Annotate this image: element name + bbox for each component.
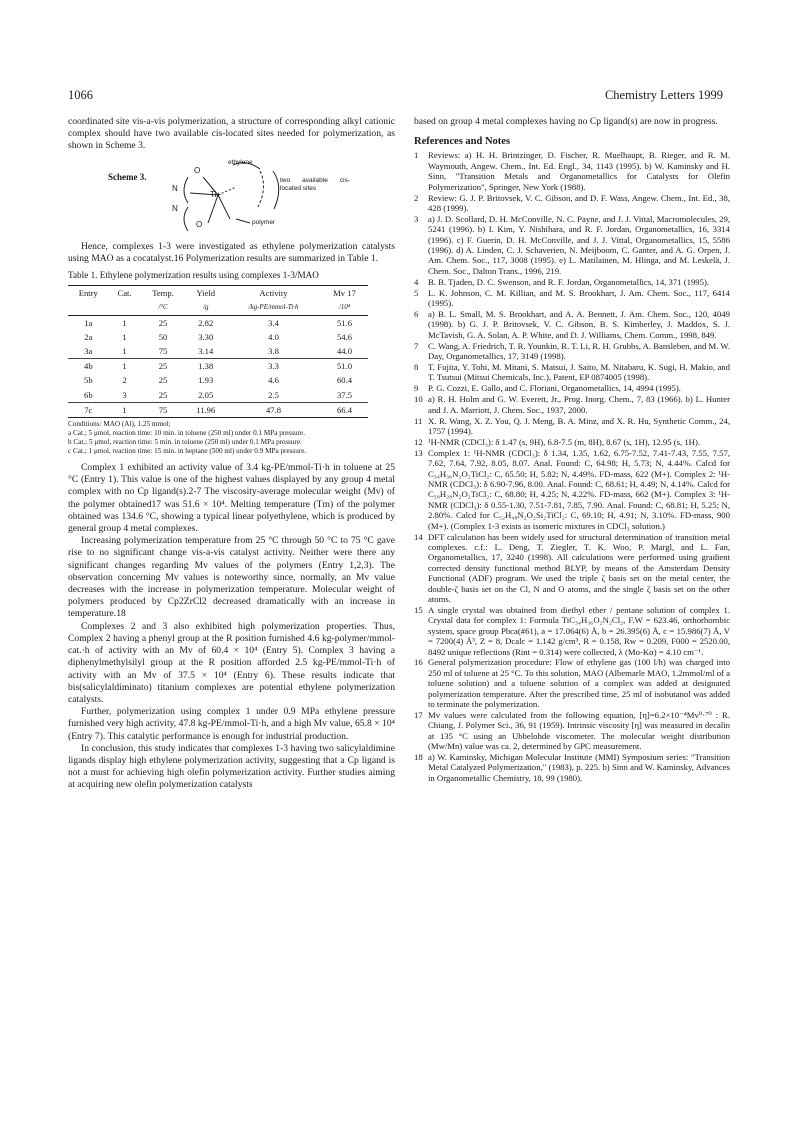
cell: 1.38 bbox=[186, 359, 227, 374]
cell: 25 bbox=[158, 375, 168, 386]
scheme-3 bbox=[68, 157, 395, 235]
temperature-paragraph: Increasing polymerization temperature from 25 °C through 50 °C to 75 °C gave rise to no significant change vis-a-vis catalyst activity. Neither were there any significant changes regarding Mv values of the polymers (Entry 1,2,3). The observation concerning Mv values is noteworthy since, normally, an Mv value decreases with the increase in polymerization temperature. Molecular weight of polymers produced by Cp2ZrCl2 decreased dramatically with an increase in temperature.18 bbox=[68, 535, 395, 620]
cell: 6b bbox=[84, 389, 93, 400]
cell: 51.6 bbox=[336, 317, 353, 328]
footnote: Conditions: MAO (Al), 1.25 mmol; bbox=[68, 420, 171, 429]
ref-text: X. R. Wang, X. Z. You, Q. J. Meng, B. A. Minz, and X. R. Hu, Synthetic Comm., 24, 1757 (1994). bbox=[428, 415, 730, 436]
ethylene-label: ethylene bbox=[228, 158, 253, 166]
reference-item bbox=[414, 362, 730, 383]
cell: 75 bbox=[158, 346, 168, 357]
ref-text: a) B. L. Small, M. S. Brookhart, and A. A. Bennett, J. Am. Chem. Soc., 120, 4049 (1998). b) G. J. P. Britovsek, V. C. Gibson, B. S. Kimberley, J. Maddox, S. J. McTavish, G. A. Solan, A. P. White, and D. J. Williams, Chem. Comm., 1998, 849. bbox=[428, 309, 730, 340]
atom-n-lower: N bbox=[172, 203, 178, 213]
ref-text: Review: G. J. P. Britovsek, V. C. Gibson, and D. F. Wass, Angew. Chem., Int. Ed., 38, 428 (1999). bbox=[428, 192, 730, 213]
results-table bbox=[68, 285, 368, 418]
ref-number: 16 bbox=[414, 657, 423, 668]
cell: 25 bbox=[140, 359, 185, 374]
table-row bbox=[68, 402, 368, 417]
cell: 51.0 bbox=[321, 359, 368, 374]
ref-text: A single crystal was obtained from diethyl ether / pentane solution of complex 1. Crystal data for complex 1: Formula TiC₃₄H₃₆O₂N₂Cl₂, F.W = 623.46, orthorhombic system, space group Pbca(#61), a = 17.064(6) Å, b = 26.395(6) Å, c = 15.986(7) Å, V = 7200(4) Å³, Z = 8, Dcalc = 1.142 g/cm³, R = 0.158, Rw = 0.209, F000 = 2520.00, 8492 unique reflections (Rint = 0.314) were collected, λ (Mo-Kα) = 4.10 cm⁻¹. bbox=[428, 604, 730, 657]
ref-number: 5 bbox=[414, 287, 419, 298]
reference-item bbox=[414, 416, 730, 437]
page-number: 1066 bbox=[68, 88, 93, 102]
cell: 7c bbox=[68, 402, 109, 417]
cell: 2.05 bbox=[198, 389, 214, 400]
ref-text: a) J. D. Scollard, D. H. McConville, N. C. Payne, and J. J. Vittal, Macromolecules, 29, 5241 (1996). b) I. Kim, Y. Nishihara, and R. F. Jordan, Organometallics, 16, 3314 (1996). c) F. Guerin, D. H. McConville, and J. J. Vittal, Organometallics, 15, 5586 (1996). d) A. Linden, C. J. Schaverien, N. Meijboom, C. Ganter, and A. G. Orpen, J. Am. Chem. Soc., 117, 3008 (1995). e) L. Matilainen, M. Hlinga, and M. Leskelä, J. Chem. Soc., Dalton Trans., 1996, 219. bbox=[428, 213, 730, 276]
ref-number: 9 bbox=[414, 383, 419, 394]
cell: 75 bbox=[140, 402, 185, 417]
ligand-arc-top bbox=[184, 177, 188, 203]
sites-label: two available cis-located sites bbox=[280, 176, 350, 192]
ref-text: DFT calculation has been widely used for structural determination of transition metal complexes. c.f.: L. Deng, T. Ziegler, T. K. Woo, P. Margl, and L. Fan, Organometallics, 17, 3240 (1998). All calculations were performed using gradient corrected density functional method BLYP, by means of the Amsterdam Density Functional (ADF) program. We used the triple ζ basis set on the metal center, the double-ζ basis set on the Cl, N and O atoms, and the single ζ basis set on the other atoms. bbox=[428, 531, 730, 604]
reference-item bbox=[414, 288, 730, 309]
ref-text: L. K. Johnson, C. M. Killian, and M. S. Brookhart, J. Am. Chem. Soc., 117, 6414 (1995). bbox=[428, 287, 730, 309]
ref-text: ¹H-NMR (CDCl₃): δ 1.47 (s, 9H), 6.8-7.5 (m, 8H), 8.67 (s, 1H), 12.95 (s, 1H). bbox=[428, 436, 701, 447]
ref-text: a) W. Kaminsky, Michigan Molecular Institute (MMI) Symposium series: "Transition Metal Catalyzed Polymerization," (1983), p. 225. b) Sinn and W. Kaminsky, Advances in Organometallic Chemistry, 18, 99 (1980). bbox=[428, 752, 730, 783]
cell: 2.82 bbox=[198, 317, 214, 328]
cell: 3a bbox=[84, 346, 93, 357]
reference-item bbox=[414, 309, 730, 340]
ref-text: General polymerization procedure: Flow of ethylene gas (100 l/h) was charged into 250 ml of toluene at 25 °C. To this solution, MAO (Albemarle MAO, 1.2mmol/ml of a toluene solution) and a toluene solution of a complex was added at designated polymerization temperature. After the prescribed time, 25 ml of isobutanol was added to terminate the polymerization. bbox=[428, 657, 730, 710]
references-list bbox=[414, 150, 730, 783]
ref-number: 3 bbox=[414, 213, 419, 224]
table-row bbox=[68, 359, 368, 374]
left-column bbox=[68, 116, 395, 792]
titanium-center: Ti+ bbox=[210, 189, 222, 199]
reference-item bbox=[414, 341, 730, 362]
reference-item bbox=[414, 383, 730, 393]
polymer-label: polymer bbox=[252, 218, 276, 226]
col-temp: Temp. bbox=[140, 286, 185, 301]
cell: 1.93 bbox=[198, 375, 214, 386]
col-mv: Mv 17 bbox=[321, 286, 368, 301]
ref-text: C. Wang, A. Friedrich, T. R. Younkin, R. T. Li, R. H. Grubbs, A. Bansleben, and M. W. Day, Organometallics, 17, 3149 (1998). bbox=[428, 340, 730, 362]
cell: 3 bbox=[122, 389, 127, 400]
cell: 4.6 bbox=[268, 375, 279, 386]
ref-number: 2 bbox=[414, 192, 419, 203]
cell: 1 bbox=[122, 346, 127, 357]
reference-item bbox=[414, 448, 730, 531]
reference-item bbox=[414, 710, 730, 752]
atom-o-bottom: O bbox=[196, 219, 203, 229]
references-heading: References and Notes bbox=[414, 136, 511, 148]
unit-entry bbox=[68, 300, 109, 315]
col-cat: Cat. bbox=[109, 286, 141, 301]
table-caption: Table 1. Ethylene polymerization results using complexes 1-3/MAO bbox=[68, 270, 319, 281]
cell: 25 bbox=[158, 389, 168, 400]
footnote: c Cat.; 1 μmol, reaction time: 15 min. in heptane (500 ml) under 0.9 MPa pressure. bbox=[68, 447, 307, 456]
reference-item bbox=[414, 437, 730, 447]
cell: 60.4 bbox=[336, 375, 353, 386]
ref-number: 13 bbox=[414, 447, 423, 458]
cell: 37.5 bbox=[336, 389, 353, 400]
table-row bbox=[68, 388, 368, 403]
ref-number: 15 bbox=[414, 604, 423, 615]
atom-o-top: O bbox=[194, 165, 201, 175]
table-row bbox=[68, 330, 368, 344]
cell: 54.6 bbox=[336, 331, 353, 342]
cell: 1 bbox=[122, 317, 127, 328]
cell: 2 bbox=[122, 375, 127, 386]
cell: 4.0 bbox=[268, 331, 279, 342]
col-activity: Activity bbox=[226, 286, 321, 301]
complex1-paragraph: Complex 1 exhibited an activity value of 3.4 kg-PE/mmol-Ti·h in toluene at 25 °C (Entry 1). This value is one of the highest values displayed by any group 4 metal complex with no Cp ligand(s).2-7 The viscosity-average molecular weight (Mv) of the polymer obtained17 was 51.6 × 10⁴. Melting temperature (Tm) of the polymer obtained was 134.6 °C, showing a typical linear polyethylene, which is produced by general group 4 metal complexes. bbox=[68, 462, 395, 535]
cell: 5b bbox=[84, 375, 93, 386]
further-paragraph: Further, polymerization using complex 1 under 0.9 MPa ethylene pressure furnished very high activity, 47.8 kg-PE/mmol-Ti·h, and a high Mv value, 65.8 × 10⁴ (Entry 7). This catalytic performance is enough for industrial production. bbox=[68, 706, 395, 742]
table-row bbox=[68, 315, 368, 330]
reference-item bbox=[414, 150, 730, 192]
col-entry: Entry bbox=[68, 286, 109, 301]
cell: 3.14 bbox=[198, 346, 214, 357]
ref-number: 4 bbox=[414, 276, 419, 287]
unit-temp: /°C bbox=[140, 300, 185, 315]
footnote: b Cat.; 5 μmol, reaction time: 5 min. in toluene (250 ml) under 0.1 MPa pressure. bbox=[68, 438, 302, 447]
table-footnotes bbox=[68, 420, 395, 456]
ref-number: 8 bbox=[414, 362, 419, 373]
continuation-paragraph: based on group 4 metal complexes having no Cp ligand(s) are now in progress. bbox=[414, 116, 718, 127]
cell: 2.5 bbox=[268, 389, 279, 400]
unit-mv: /10⁴ bbox=[321, 300, 368, 315]
cell: 3.30 bbox=[198, 331, 214, 342]
reference-item bbox=[414, 277, 730, 287]
cell: 50 bbox=[158, 331, 168, 342]
ref-text: Mv values were calculated from the following equation, [η]=6.2×10⁻⁴Mv⁰·⁷⁰ : R. Chiang, J. Polymer Sci., 36, 91 (1959). Intrinsic viscosity [η] was measured in decalin at 135 °C using an Ubbelohde viscometer. The molecular weight distribution (Mw/Mn) value was ca. 2, determined by GPC measurement. bbox=[428, 709, 730, 752]
reference-item bbox=[414, 657, 730, 709]
ref-number: 14 bbox=[414, 531, 423, 542]
cell: 4b bbox=[68, 359, 109, 374]
ref-number: 11 bbox=[414, 415, 423, 426]
cell: 11.96 bbox=[186, 402, 227, 417]
table-row bbox=[68, 373, 368, 387]
ref-text: P. G. Cozzi, E. Gallo, and C. Floriani, Organometallics, 14, 4994 (1995). bbox=[428, 383, 681, 394]
ref-text: B. B. Tjaden, D. C. Swenson, and R. F. Jordan, Organometallics, 14, 371 (1995). bbox=[428, 276, 710, 287]
ref-text: Complex 1: ¹H-NMR (CDCl₃): δ 1.34, 1.35, 1.62, 6.75-7.52, 7.41-7.43, 7.55, 7.57, 7.62, 7.64, 7.92, 8.05, 8.07. Anal. Found: C, 64.98; H, 5.73; N, 4.44%. Calcd for C₃₄H₃₆N₂O₂TiCl₂: C, 65.50; H, 5.82; N, 4.49%. FD-mass, 622 (M+). Complex 2: ¹H-NMR (CDCl₃): δ 6.90-7.96, 8.00. Anal. Found: C, 68.61; H, 4.49; N, 4.14%. Calcd for C₃₈H₂₈N₂O₂TiCl₂: C, 68.80; H, 4.25; N, 4.22%. FD-mass, 662 (M+). Complex 3: ¹H-NMR (CDCl₃): δ 0.55-1.30, 7.51-7.81, 7.85, 7.90. Anal. Found: C, 68.81; H, 5.25; N, 2.80%. Calcd for C₅₂H₄₈N₂O₂Si₂TiCl₂: C, 69.10; H, 4.91; N, 3.10%. FD-mass, 900 (M+). (Complex 1-3 exists as isomeric mixtures in CDCl₃ solution.) bbox=[428, 447, 730, 531]
cell: 66.4 bbox=[321, 402, 368, 417]
ref-text: T. Fujita, Y. Tohi, M. Mitani, S. Matsui, J. Saito, M. Nitabaru, K. Sugi, H. Makio, and T. Tsutsui (Mitsui Chemicals, Inc.), Patent, EP 0874005 (1998). bbox=[428, 362, 730, 383]
reference-item bbox=[414, 394, 730, 415]
atom-n-upper: N bbox=[172, 183, 178, 193]
ref-number: 12 bbox=[414, 436, 423, 447]
cell: 3.8 bbox=[268, 346, 279, 357]
cell: 1 bbox=[122, 331, 127, 342]
ref-number: 10 bbox=[414, 394, 423, 405]
ref-text: Reviews: a) H. H. Brintzinger, D. Fischer, R. Muelhaupt, B. Rieger, and R. M. Waymouth, Angew. Chem., Int. Ed. Engl., 34, 1143 (1995). b) W. Kaminsky and H. Sinn, "Transition Metals and Organometallics for Catalysts for Olefin Polymerization", Springer, New York (1988). bbox=[428, 150, 730, 192]
cell: 3.4 bbox=[268, 317, 279, 328]
ligand-arc-bottom bbox=[184, 207, 188, 231]
journal-running-head: Chemistry Letters 1999 bbox=[604, 88, 723, 102]
reference-item bbox=[414, 214, 730, 276]
right-column bbox=[414, 116, 730, 784]
cell: 1a bbox=[84, 317, 93, 328]
reference-item bbox=[414, 193, 730, 214]
ref-text: a) R. H. Holm and G. W. Everett, Jr., Prog. Inorg. Chem., 7, 83 (1966). b) L. Hunter and J. A. Marriott, J. Chem. Soc., 1937, 2000. bbox=[428, 394, 730, 415]
intro-paragraph: coordinated site vis-a-vis polymerization, a structure of corresponding alkyl cationic complex should have two available cis-located sites needed for polymerization, as shown in Scheme 3. bbox=[68, 116, 395, 152]
cell: 47.8 bbox=[226, 402, 321, 417]
conclusion-paragraph: In conclusion, this study indicates that complexes 1-3 having two salicylaldimine ligands display high ethylene polymerization activity, suggesting that a Cp ligand is not a must for achieving high olefin polymerization activity. Further studies aiming at acquiring new olefin polymerization catalysts bbox=[68, 742, 395, 791]
cell: 3.3 bbox=[226, 359, 321, 374]
scheme-label: Scheme 3. bbox=[108, 171, 147, 182]
unit-cat bbox=[109, 300, 141, 315]
ref-number: 7 bbox=[414, 340, 419, 351]
ref-number: 6 bbox=[414, 309, 419, 319]
col-yield: Yield bbox=[186, 286, 227, 301]
ref-number: 17 bbox=[414, 709, 423, 720]
reference-item bbox=[414, 752, 730, 783]
reference-item bbox=[414, 532, 730, 605]
cell: 1 bbox=[109, 402, 141, 417]
footnote: a Cat.; 5 μmol, reaction time: 10 min. in toluene (250 ml) under 0.1 MPa pressure. bbox=[68, 429, 306, 438]
unit-activity: /kg-PE/mmol-Ti·h bbox=[226, 300, 321, 315]
hence-paragraph: Hence, complexes 1-3 were investigated as ethylene polymerization catalysts using MAO as a cocatalyst.16 Polymerization results are summarized in Table 1. bbox=[68, 240, 395, 264]
unit-yield: /g bbox=[186, 300, 227, 315]
reference-item bbox=[414, 605, 730, 657]
cell: 2a bbox=[84, 331, 93, 342]
complexes23-paragraph: Complexes 2 and 3 also exhibited high polymerization properties. Thus, Complex 2 having a phenyl group at the R position furnished 4.6 kg-polymer/mmol-cat.·h of activity with an Mv of 60.4 × 10⁴ (Entry 5). Complex 3 having a diphenylmethylsilyl group at the R position afforded 2.5 kg-PE/mmol-Ti·h of activity with an Mv of 37.5 × 10⁴ (Entry 6). These results indicate that bis(salicylaldiminato) titanium complexes are potential ethylene polymerization catalysts. bbox=[68, 620, 395, 705]
table-row bbox=[68, 344, 368, 359]
cell: 25 bbox=[158, 317, 168, 328]
ref-number: 1 bbox=[414, 150, 419, 161]
ref-number: 18 bbox=[414, 752, 423, 763]
cell: 1 bbox=[109, 359, 141, 374]
cell: 44.0 bbox=[336, 346, 353, 357]
